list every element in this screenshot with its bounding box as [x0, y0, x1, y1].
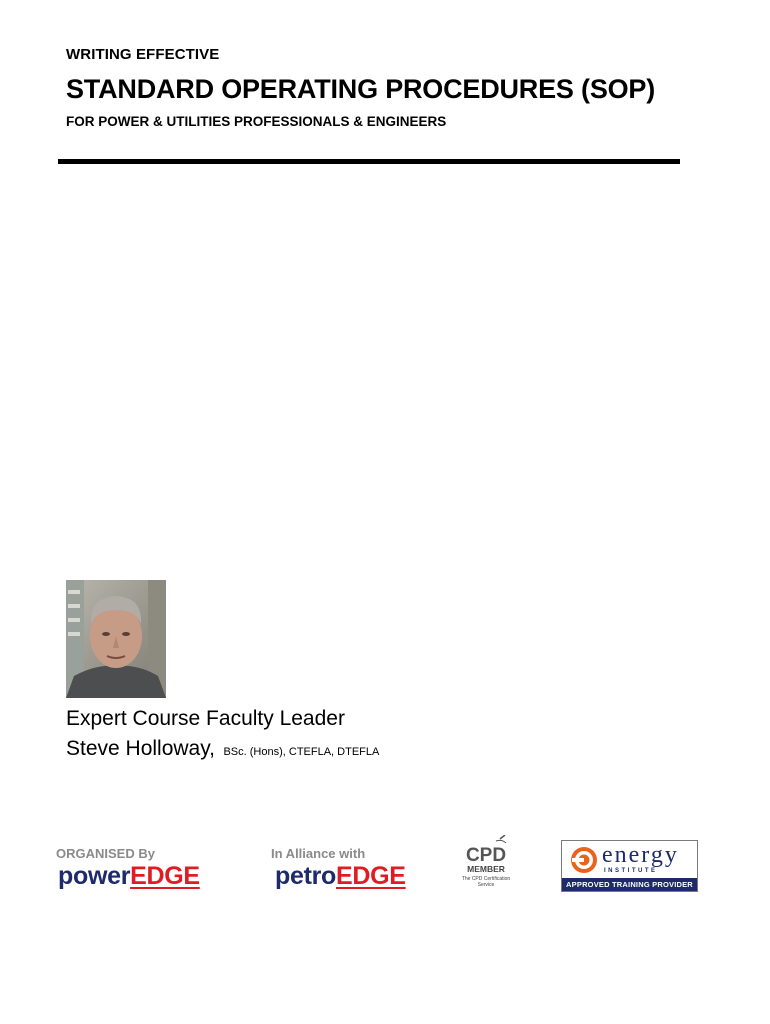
alliance-label: In Alliance with — [271, 846, 366, 861]
cpd-line1-text: The CPD Certification — [461, 876, 511, 882]
faculty-name: Steve Holloway, — [66, 737, 216, 760]
cpd-logo-text: CPD — [465, 845, 507, 866]
cpd-member-text: MEMBER — [467, 864, 505, 874]
cpd-line2-text: Service — [477, 882, 495, 888]
poweredge-logo — [58, 862, 200, 891]
petroedge-logo-part-a: petro — [275, 862, 337, 890]
faculty-role: Expert Course Faculty Leader — [66, 707, 345, 730]
organised-by-label: ORGANISED By — [56, 846, 155, 861]
poweredge-logo-part-a: power — [58, 862, 131, 890]
faculty-name-line — [66, 737, 379, 761]
faculty-credentials: BSc. (Hons), CTEFLA, DTEFLA — [223, 746, 380, 758]
poweredge-logo-part-b: EDGE — [130, 862, 200, 890]
energy-institute-emblem — [564, 841, 604, 878]
cpd-member-logo — [458, 835, 514, 891]
petroedge-logo — [275, 862, 406, 891]
petroedge-logo-part-b: EDGE — [336, 862, 406, 890]
pre-title: WRITING EFFECTIVE — [66, 46, 220, 63]
page-title: STANDARD OPERATING PROCEDURES (SOP) — [66, 74, 656, 104]
energy-institute-text: INSTITUTE — [604, 868, 658, 874]
faculty-photo — [66, 580, 166, 698]
title-divider — [58, 159, 680, 164]
approved-training-provider-badge: APPROVED TRAINING PROVIDER — [562, 878, 697, 891]
energy-word: energy — [602, 842, 679, 868]
page-subtitle: FOR POWER & UTILITIES PROFESSIONALS & ENGINEERS — [66, 114, 447, 129]
energy-institute-logo — [561, 840, 698, 892]
